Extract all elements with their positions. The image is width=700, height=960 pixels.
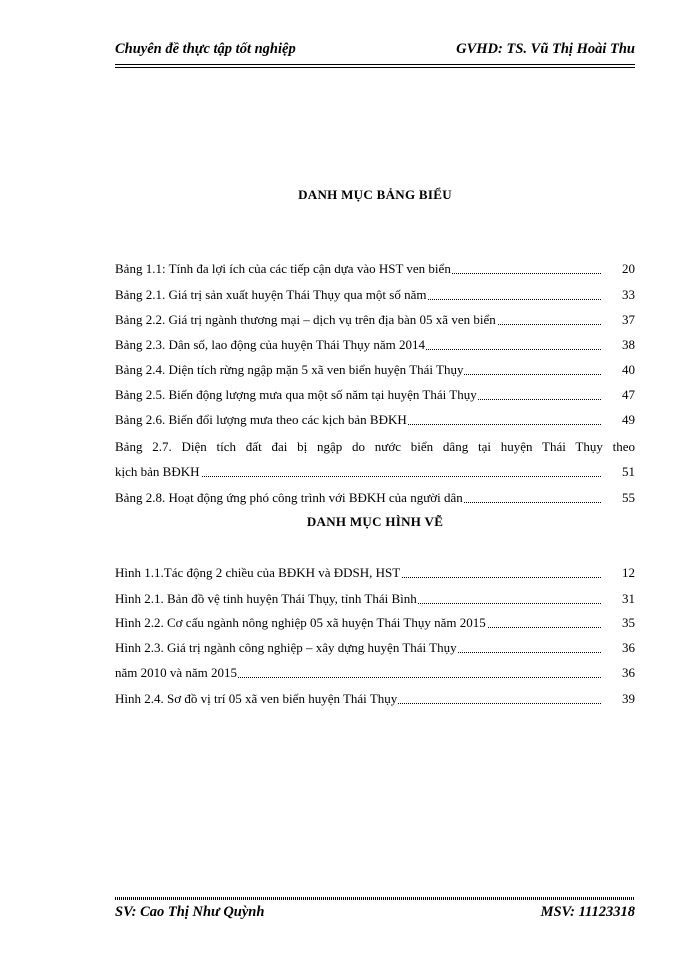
footer-student: SV: Cao Thị Như Quỳnh bbox=[115, 904, 265, 920]
entry-text: Bảng 2.4. Diện tích rừng ngập mặn 5 xã ven biển huyện Thái Thụy bbox=[115, 362, 464, 377]
entry-page: 36 bbox=[605, 664, 635, 682]
figure-entry[interactable] bbox=[115, 690, 635, 708]
footer-rule bbox=[115, 897, 635, 900]
figure-entry[interactable] bbox=[115, 639, 635, 657]
table-entry[interactable] bbox=[115, 386, 635, 404]
entry-text: Bảng 1.1: Tính đa lợi ích của các tiếp cận dựa vào HST ven biển bbox=[115, 261, 451, 276]
entry-text: Bảng 2.3. Dân số, lao động của huyện Thái Thụy năm 2014 bbox=[115, 337, 426, 352]
table-entry[interactable] bbox=[115, 286, 635, 304]
entry-page: 39 bbox=[605, 690, 635, 708]
page-header bbox=[115, 41, 635, 61]
entry-text: Bảng 2.7. Diện tích đất đai bị ngập do nước biển dâng tại huyện Thái Thụy theo bbox=[115, 439, 635, 454]
entry-text: Bảng 2.5. Biến động lượng mưa qua một số năm tại huyện Thái Thụy bbox=[115, 387, 477, 402]
entry-page: 47 bbox=[605, 386, 635, 404]
tables-list-title: DANH MỤC BẢNG BIỂU bbox=[298, 187, 452, 202]
entry-text: năm 2010 và năm 2015 bbox=[115, 665, 238, 680]
footer-student-id: MSV: 11123318 bbox=[540, 904, 635, 920]
entry-page: 20 bbox=[605, 260, 635, 278]
entry-page: 31 bbox=[605, 590, 635, 608]
entry-text: Hình 2.2. Cơ cấu ngành nông nghiệp 05 xã huyện Thái Thụy năm 2015 bbox=[115, 615, 486, 630]
table-entry[interactable] bbox=[115, 260, 635, 278]
entry-page: 51 bbox=[605, 463, 635, 481]
figure-entry[interactable] bbox=[115, 564, 635, 582]
header-rule bbox=[115, 64, 635, 65]
figures-list-title: DANH MỤC HÌNH VẼ bbox=[306, 514, 444, 529]
page-footer bbox=[115, 904, 635, 924]
entry-text: Bảng 2.2. Giá trị ngành thương mại – dịch vụ trên địa bàn 05 xã ven biển bbox=[115, 312, 496, 327]
figure-entry[interactable] bbox=[115, 590, 635, 608]
entry-page: 38 bbox=[605, 336, 635, 354]
entry-page: 33 bbox=[605, 286, 635, 304]
figure-entry[interactable] bbox=[115, 614, 635, 632]
table-entry[interactable] bbox=[115, 361, 635, 379]
entry-page: 12 bbox=[605, 564, 635, 582]
figure-entry-continuation[interactable] bbox=[115, 664, 635, 682]
entry-page: 40 bbox=[605, 361, 635, 379]
table-entry-wrapped[interactable] bbox=[115, 438, 635, 456]
entry-page: 35 bbox=[605, 614, 635, 632]
table-entry[interactable] bbox=[115, 336, 635, 354]
entry-text: Hình 1.1.Tác động 2 chiều của BĐKH và ĐDSH, HST bbox=[115, 565, 401, 580]
header-course-title: Chuyên đề thực tập tốt nghiệp bbox=[115, 41, 296, 57]
entry-page: 37 bbox=[605, 311, 635, 329]
entry-text-cont: kịch bản BĐKH bbox=[115, 464, 200, 479]
entry-text: Hình 2.4. Sơ đồ vị trí 05 xã ven biển huyện Thái Thụy bbox=[115, 691, 398, 706]
table-entry[interactable] bbox=[115, 489, 635, 507]
entry-page: 55 bbox=[605, 489, 635, 507]
entry-page: 36 bbox=[605, 639, 635, 657]
table-entry[interactable] bbox=[115, 411, 635, 429]
entry-text: Bảng 2.1. Giá trị sản xuất huyện Thái Thụy qua một số năm bbox=[115, 287, 427, 302]
header-supervisor: GVHD: TS. Vũ Thị Hoài Thu bbox=[456, 41, 635, 57]
entry-text: Bảng 2.6. Biến đổi lượng mưa theo các kịch bản BĐKH bbox=[115, 412, 407, 427]
table-entry[interactable] bbox=[115, 311, 635, 329]
entry-text: Hình 2.1. Bản đồ vệ tinh huyện Thái Thụy, tỉnh Thái Bình bbox=[115, 591, 417, 606]
entry-text: Bảng 2.8. Hoạt động ứng phó công trình với BĐKH của người dân bbox=[115, 490, 463, 505]
entry-text: Hình 2.3. Giá trị ngành công nghiệp – xây dựng huyện Thái Thụy bbox=[115, 640, 457, 655]
table-entry-continuation[interactable] bbox=[115, 463, 635, 481]
header-rule-thin bbox=[115, 67, 635, 68]
entry-page: 49 bbox=[605, 411, 635, 429]
